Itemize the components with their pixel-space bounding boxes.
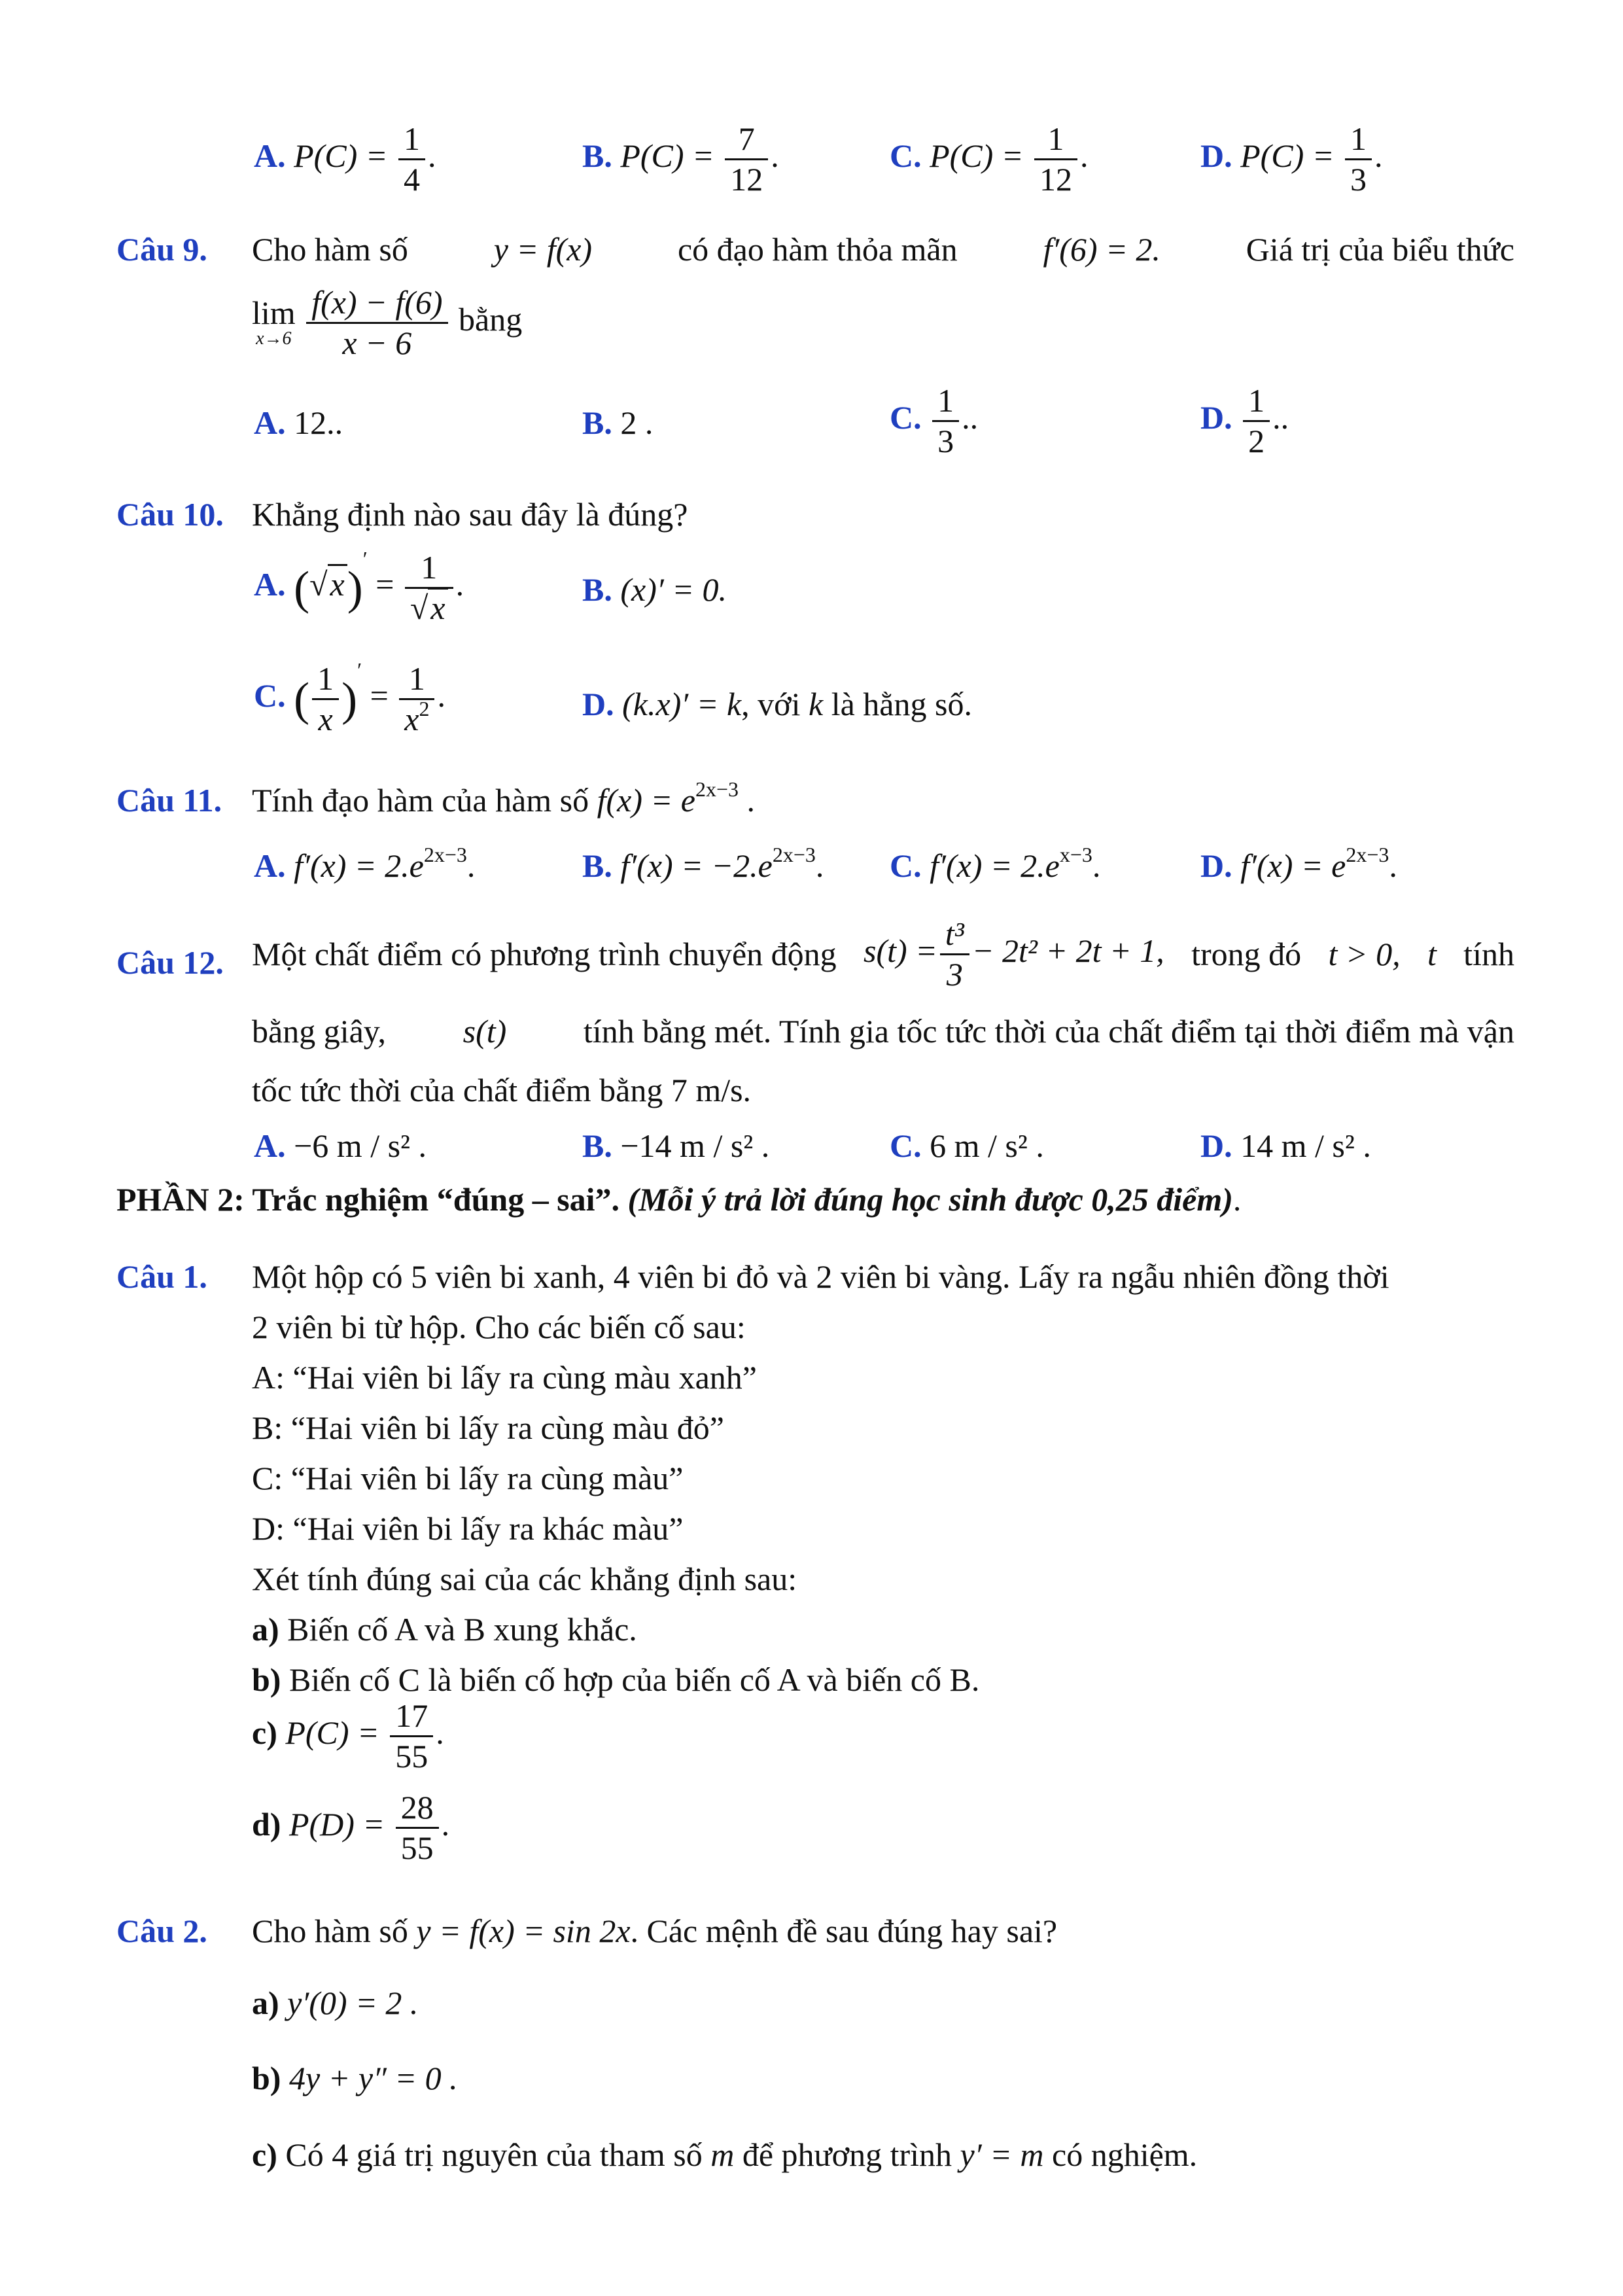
p2q1-event-d: D: “Hai viên bi lấy ra khác màu” bbox=[252, 1510, 684, 1547]
p2q1-statement-c: c) P(C) = $\frac{17}{55}$ . bbox=[252, 1697, 444, 1775]
q10-stem: Khẳng định nào sau đây là đúng? bbox=[252, 496, 688, 533]
p2q2-statement-b: b) 4y + y″ = 0 . bbox=[252, 2060, 458, 2096]
q10-option-c: C. ( $\frac{1}{x}$ )′ = $\frac{1}{x^2}$ . bbox=[254, 658, 445, 737]
q12-option-c: C. 6 m / s² . bbox=[890, 1127, 1044, 1164]
p2q2-number: Câu 2. bbox=[116, 1913, 207, 1949]
q12-option-d: D. 14 m / s² . bbox=[1200, 1127, 1371, 1164]
p2q1-event-b: B: “Hai viên bi lấy ra cùng màu đỏ” bbox=[252, 1409, 724, 1446]
p2q1-statement-d: d) P(D) = $\frac{28}{55}$ . bbox=[252, 1789, 450, 1866]
q12-number: Câu 12. bbox=[116, 944, 224, 981]
q9-number: Câu 9. bbox=[116, 231, 207, 268]
p2q1-event-a: A: “Hai viên bi lấy ra cùng màu xanh” bbox=[252, 1359, 757, 1396]
q9-option-d: D. $\frac{1}{2}$ .. bbox=[1200, 382, 1289, 459]
q9-option-a: A. 12.. bbox=[254, 404, 343, 441]
option-lhs: P(C) = bbox=[294, 137, 388, 174]
option-label: A. bbox=[254, 137, 286, 174]
q12-stem-line2: bằng giây, s(t) tính bằng mét. Tính gia tốc tức thời của chất điểm tại thời điểm mà vận bbox=[252, 1013, 1514, 1050]
q12-option-b: B. −14 m / s² . bbox=[582, 1127, 770, 1164]
q11-option-d: D. $f'(x) = e^{2x-3}$. bbox=[1200, 843, 1397, 884]
p2q1-line1: Một hộp có 5 viên bi xanh, 4 viên bi đỏ và 2 viên bi vàng. Lấy ra ngẫu nhiên đồng thời bbox=[252, 1258, 1389, 1295]
q9-stem-line1: Cho hàm số y = f(x) có đạo hàm thỏa mãn f′(6) = 2. Giá trị của biểu thức bbox=[252, 231, 1514, 268]
q10-number: Câu 10. bbox=[116, 496, 224, 533]
q11-option-c: C. $f'(x) = 2.e^{x-3}$. bbox=[890, 843, 1101, 884]
q10-option-b: B. (x)′ = 0. bbox=[582, 571, 727, 608]
q10-option-a: A. (√x)′ = $\frac{1}{√x}$ . bbox=[254, 547, 464, 626]
part2-heading: PHẦN 2: Trắc nghiệm “đúng – sai”. (Mỗi ý trả lời đúng học sinh được 0,25 điểm). bbox=[116, 1181, 1242, 1218]
p2q1-statement-a: a) Biến cố A và B xung khắc. bbox=[252, 1611, 637, 1648]
q9-option-c: C. $\frac{1}{3}$ .. bbox=[890, 382, 979, 459]
p2q1-line2: 2 viên bi từ hộp. Cho các biến cố sau: bbox=[252, 1309, 746, 1345]
option-fraction: $\frac{1}{4}$ bbox=[398, 121, 425, 198]
q9-option-b: B. 2 . bbox=[582, 404, 654, 441]
q10-option-d: D. (k.x)′ = k, với k là hằng số. bbox=[582, 686, 972, 722]
q12-option-a: A. −6 m / s² . bbox=[254, 1127, 427, 1164]
q11-number: Câu 11. bbox=[116, 782, 222, 819]
q12-stem-line1: Một chất điểm có phương trình chuyển động s(t) = $\frac{\text{t³}}{3}$ − 2t² + 2t + 1, trong đó t > 0, t tính bbox=[252, 915, 1514, 993]
q9-limit-expression: lim x→6 $\frac{f(x) - f(6)}{x - 6}$ bằng bbox=[252, 284, 523, 361]
p2q1-prompt: Xét tính đúng sai của các khẳng định sau: bbox=[252, 1561, 797, 1597]
p2q1-number: Câu 1. bbox=[116, 1258, 207, 1295]
p2q1-event-c: C: “Hai viên bi lấy ra cùng màu” bbox=[252, 1460, 684, 1496]
p2q2-stem: Cho hàm số y = f(x) = sin 2x. Các mệnh đề sau đúng hay sai? bbox=[252, 1913, 1058, 1949]
q11-option-b: B. $f'(x) = -2.e^{2x-3}$. bbox=[582, 843, 824, 884]
q8-option-d: D. P(C) = $\frac{1}{3}$ . bbox=[1200, 120, 1383, 198]
q12-stem-line3: tốc tức thời của chất điểm bằng 7 m/s. bbox=[252, 1072, 752, 1108]
p2q1-statement-b: b) Biến cố C là biến cố hợp của biến cố A và biến cố B. bbox=[252, 1661, 980, 1698]
q11-option-a: A. $f'(x) = 2.e^{2x-3}$. bbox=[254, 843, 476, 884]
p2q2-statement-c: c) Có 4 giá trị nguyên của tham số m để phương trình y′ = m có nghiệm. bbox=[252, 2136, 1198, 2173]
q8-option-c: C. P(C) = $\frac{1}{12}$ . bbox=[890, 120, 1089, 198]
q8-option-a: A. P(C) = $\frac{1}{4}$ . bbox=[254, 120, 436, 198]
q8-option-b: B. P(C) = $\frac{7}{12}$ . bbox=[582, 120, 779, 198]
q11-stem: Tính đạo hàm của hàm số $f(x) = e^{2x-3}$ . bbox=[252, 777, 756, 819]
p2q2-statement-a: a) y′(0) = 2 . bbox=[252, 1985, 419, 2021]
